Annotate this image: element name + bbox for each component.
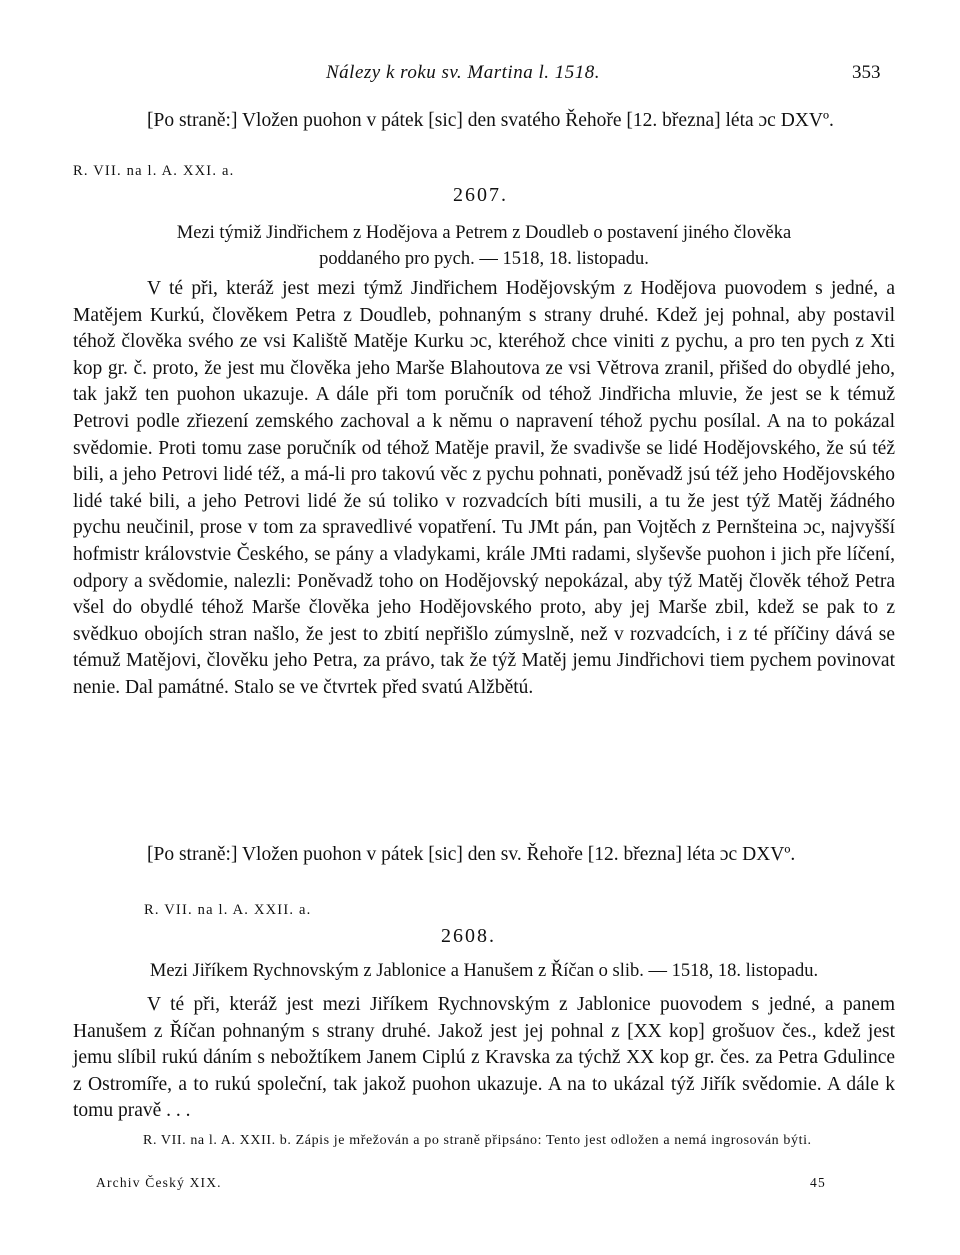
top-note-ref: R. VII. na l. A. XXI. a. xyxy=(73,163,235,179)
entry-body-2608 xyxy=(73,992,895,1125)
footnote-text: R. VII. na l. A. XXII. b. Zápis je mřežován a po straně připsáno: Tento jest odložen a nemá ingrosován býti. xyxy=(143,1133,812,1148)
entry-number-2607: 2607. xyxy=(453,184,508,206)
footer-right: 45 xyxy=(810,1175,826,1190)
entry-title-line-1: Mezi týmiž Jindřichem z Hodějova a Petrem z Doudleb o postavení jiného člověka xyxy=(176,223,792,243)
entry-number-2608: 2608. xyxy=(441,925,496,947)
entry-title-line-2: poddaného pro pych. — 1518, 18. listopadu. xyxy=(319,249,649,269)
entry-body-text-2608: V té při, kteráž jest mezi Jiříkem Rychnovským z Jablonice puovodem s jedné, a panem Hanušem z Říčan pohnaným s strany druhé. Jakož jest jej pohnal z [XX kop] grošuov čes., kdež jest jemu slíbil rukú dáním s nebožtíkem Janem Ciplú z Kravska za týchž XX kop gr. čes. za Petra Gdulince z Ostromíře, a to rukú společní, tak jakož puohon ukazuje. A na to ukázal týž Jiřík svědomie. A dále k tomu pravě . . . xyxy=(73,994,895,1122)
footer-left: Archiv Český XIX. xyxy=(96,1175,222,1190)
top-note-text: [Po straně:] Vložen puohon v pátek [sic] den svatého Řehoře [12. března] léta ɔc DXVº. xyxy=(147,110,834,131)
top-note xyxy=(73,108,895,135)
entry-title-2608: Mezi Jiříkem Rychnovským z Jablonice a Hanušem z Říčan o slib. — 1518, 18. listopadu. xyxy=(149,961,819,981)
running-title: Nálezy k roku sv. Martina l. 1518. xyxy=(326,62,600,83)
side-note-2607 xyxy=(73,842,895,869)
side-note-text-2607: [Po straně:] Vložen puohon v pátek [sic] den sv. Řehoře [12. března] léta ɔc DXVº. xyxy=(147,844,796,865)
entry-title-2607 xyxy=(73,220,895,272)
footnote-2608 xyxy=(73,1130,895,1151)
entry-ref-2607: R. VII. na l. A. XXII. a. xyxy=(144,902,312,918)
entry-body-text-2607: V té při, kteráž jest mezi týmž Jindřichem Hodějovským z Hodějova puovodem s jedné, a Matějem Kurkú, člověkem Petra z Doudleb, pohnaným s strany druhé. Kdež jej pohnal, aby postavil téhož člověka svého ze vsi Kaliště Matěje Kurku ɔc, kteréhož chce viniti z pychu, a pro ten pych z Xti kop gr. č. proto, že jest mu člověka jeho Marše Blahoutova ze vsi Větrova zranil, přišed do obydlé jeho, tak jakž ten puohon ukazuje. A dále při tom poručník od téhož Jindřicha mluvie, že jest se k témuž Petrovi podle zřiezení zemského zachoval a k němu o napravení téhož pychu posílal. A na to pokázal svědomie. Proti tomu zase poručník od téhož Matěje pravil, že svadivše se lidé Hodějovského, že sú též bili, a jeho Petrovi lidé též, a má-li pro takovú věc z pychu pohnati, poněvadž jsú též jeho Hodějovského lidé také bili, a jeho Petrovi lidé že sú toliko v rozvadcích bíti musili, a tu že jest týž Matěj žádného pychu neučinil, prose v tom za spravedlivé vopatření. Tu JMt pán, pan Vojtěch z Pernšteina ɔc, najvyšší hofmistr královstvie Českého, se pány a vladykami, krále JMti radami, slyševše puohon i jich pře líčení, odpory a svědomie, nalezli: Poněvadž toho on Hodějovský nepokázal, aby týž Matěj člověk téhož Petra všel do obydlé téhož Marše člověka jeho Hodějovského proto, aby jej Marše zbil, kdež se pak to z svědkuo obojích stran našlo, že jest to zbití nepřišlo zúmyslně, než v rozvadcích, i z té příčiny dává se témuž Matějovi, člověku jeho Petra, za právo, tak že týž Matěj jemu Jindřichovi tiem pychem povinovat nenie. Dal památné. Stalo se ve čtvrtek před svatú Alžbětú. xyxy=(73,278,895,698)
entry-body-2607 xyxy=(73,276,895,702)
page-number: 353 xyxy=(852,62,881,83)
